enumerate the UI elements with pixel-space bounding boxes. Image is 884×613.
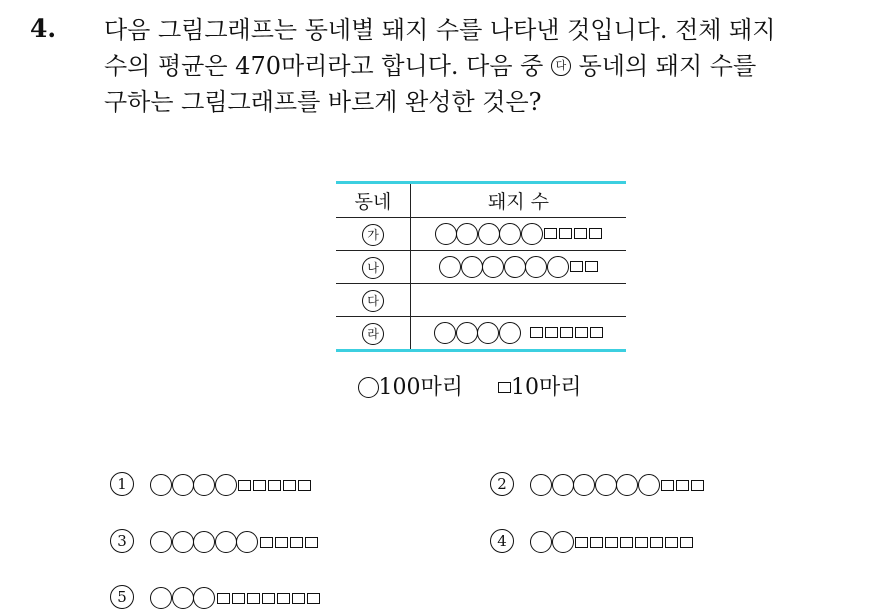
circle-icon [478, 223, 500, 245]
circled-label: 가 [362, 224, 384, 246]
circle-icon [358, 377, 379, 398]
circle-icon [172, 474, 194, 496]
square-icon [570, 261, 583, 272]
square-icon [292, 593, 305, 604]
picture-graph [336, 181, 626, 352]
square-icon [620, 537, 633, 548]
legend-big [358, 370, 463, 401]
square-icon [589, 228, 602, 239]
square-icon [575, 327, 588, 338]
square-icon [545, 327, 558, 338]
circle-icon [193, 587, 215, 609]
circle-icon [172, 587, 194, 609]
square-icon [298, 480, 311, 491]
circle-icon [552, 531, 574, 553]
row-symbols [411, 251, 627, 284]
circle-icon [638, 474, 660, 496]
circle-icon [215, 531, 237, 553]
legend-small-label: 10마리 [511, 375, 582, 400]
legend-big-label: 100마리 [378, 375, 463, 400]
square-icon [691, 480, 704, 491]
graph-row [336, 317, 626, 351]
circle-icon [172, 531, 194, 553]
circled-label: 라 [362, 323, 384, 345]
row-symbols [411, 317, 627, 351]
circle-icon [547, 256, 569, 278]
square-icon [585, 261, 598, 272]
circle-icon [193, 474, 215, 496]
row-symbols [411, 284, 627, 317]
circle-icon [530, 531, 552, 553]
square-icon [277, 593, 290, 604]
square-icon [559, 228, 572, 239]
circle-icon [530, 474, 552, 496]
square-icon [590, 327, 603, 338]
question-line-2 [104, 48, 874, 84]
square-icon [268, 480, 281, 491]
square-icon [574, 228, 587, 239]
question-number: 4. [30, 14, 57, 43]
choice-number: 1 [110, 472, 134, 496]
circle-icon [616, 474, 638, 496]
square-icon [307, 593, 320, 604]
square-icon [590, 537, 603, 548]
circle-icon [552, 474, 574, 496]
graph-legend [358, 370, 582, 401]
row-symbols [411, 218, 627, 251]
square-icon [676, 480, 689, 491]
choice-3[interactable] [110, 530, 318, 555]
header-neighborhood: 동네 [336, 183, 411, 218]
square-icon [253, 480, 266, 491]
graph-row [336, 284, 626, 317]
square-icon [247, 593, 260, 604]
circle-icon [150, 587, 172, 609]
square-icon [544, 228, 557, 239]
square-icon [262, 593, 275, 604]
question-line-2-end: 동네의 돼지 수를 [570, 52, 757, 80]
square-icon [232, 593, 245, 604]
square-icon [635, 537, 648, 548]
square-icon [283, 480, 296, 491]
graph-header-row [336, 183, 626, 218]
circled-label-da: 다 [551, 56, 571, 76]
choice-2[interactable] [490, 473, 704, 498]
circle-icon [482, 256, 504, 278]
square-icon [575, 537, 588, 548]
header-pig-count: 돼지 수 [411, 183, 627, 218]
circle-icon [595, 474, 617, 496]
row-label-cell [336, 251, 411, 284]
square-icon [650, 537, 663, 548]
circle-icon [439, 256, 461, 278]
circle-icon [236, 531, 258, 553]
square-icon [260, 537, 273, 548]
square-icon [275, 537, 288, 548]
square-icon [290, 537, 303, 548]
choice-number: 3 [110, 529, 134, 553]
circle-icon [434, 322, 456, 344]
row-label-cell [336, 218, 411, 251]
circle-icon [150, 474, 172, 496]
square-icon [680, 537, 693, 548]
question-text [104, 12, 874, 120]
choice-symbols [150, 473, 311, 498]
picture-graph-table [336, 181, 626, 352]
circle-icon [456, 322, 478, 344]
square-icon [661, 480, 674, 491]
graph-row [336, 251, 626, 284]
choice-number: 4 [490, 529, 514, 553]
choice-symbols [530, 473, 704, 498]
choice-5[interactable] [110, 586, 320, 611]
square-icon [605, 537, 618, 548]
circle-icon [521, 223, 543, 245]
choice-number: 2 [490, 472, 514, 496]
square-icon [530, 327, 543, 338]
choice-number: 5 [110, 585, 134, 609]
square-icon [498, 382, 511, 393]
circle-icon [461, 256, 483, 278]
graph-row [336, 218, 626, 251]
square-icon [305, 537, 318, 548]
row-label-cell [336, 284, 411, 317]
circle-icon [477, 322, 499, 344]
square-icon [217, 593, 230, 604]
choice-symbols [150, 530, 318, 555]
question-line-3: 구하는 그림그래프를 바르게 완성한 것은? [104, 88, 542, 116]
square-icon [665, 537, 678, 548]
square-icon [560, 327, 573, 338]
circle-icon [435, 223, 457, 245]
circle-icon [573, 474, 595, 496]
choice-symbols [530, 530, 693, 555]
circle-icon [525, 256, 547, 278]
circle-icon [504, 256, 526, 278]
circle-icon [456, 223, 478, 245]
question-line-1: 다음 그림그래프는 동네별 돼지 수를 나타낸 것입니다. 전체 돼지 [104, 16, 776, 44]
circle-icon [499, 223, 521, 245]
legend-small [496, 370, 582, 401]
square-icon [238, 480, 251, 491]
circled-label: 나 [362, 257, 384, 279]
choice-4[interactable] [490, 530, 693, 555]
circled-label: 다 [362, 290, 384, 312]
circle-icon [215, 474, 237, 496]
circle-icon [150, 531, 172, 553]
choice-symbols [150, 586, 320, 611]
choice-1[interactable] [110, 473, 311, 498]
circle-icon [193, 531, 215, 553]
question-line-2-start: 수의 평균은 470마리라고 합니다. 다음 중 [104, 52, 551, 80]
circle-icon [499, 322, 521, 344]
row-label-cell [336, 317, 411, 351]
